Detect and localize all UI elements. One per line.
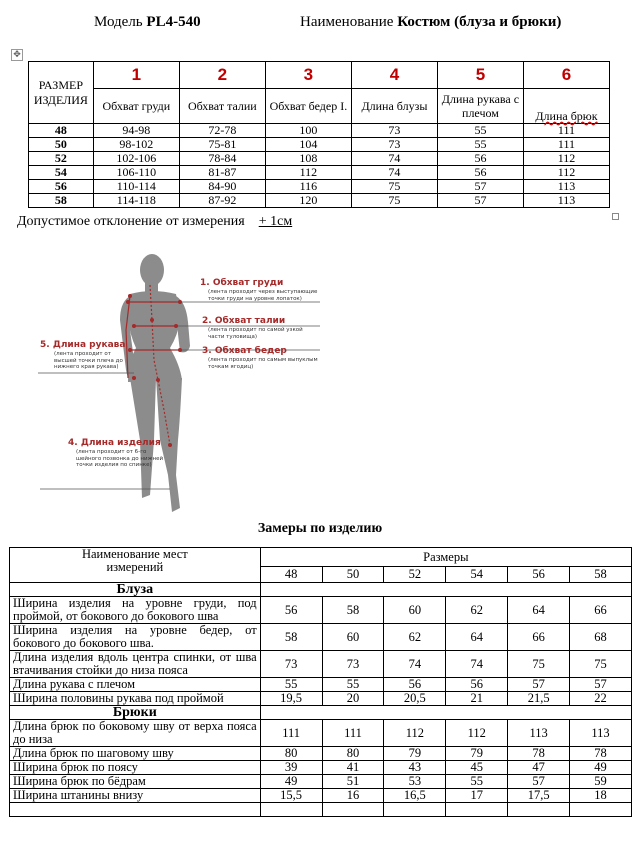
product-name-value: Костюм (блуза и брюки): [397, 14, 562, 30]
table-cell: 57: [508, 775, 570, 789]
table-cell: 60: [322, 624, 384, 651]
table-cell: 58: [260, 624, 322, 651]
row-label: Длина брюк по боковому шву от верха пояса до низа: [10, 720, 261, 747]
annotation-line: (лента проходит по самым выпуклым: [208, 357, 318, 363]
annotation-line: (лента проходит через выступающие: [208, 289, 318, 295]
table-cell: 57: [437, 180, 523, 194]
table-cell: 80: [260, 747, 322, 761]
table-cell: 56: [384, 678, 446, 692]
annotation-length-note: [76, 449, 163, 469]
table-cell: 20,5: [384, 692, 446, 706]
table-cell: 45: [446, 761, 508, 775]
empty-cell: [446, 803, 508, 817]
size-cell: 54: [29, 166, 94, 180]
empty-cell: [322, 803, 384, 817]
table-row: [10, 597, 632, 624]
table-row: [10, 803, 632, 817]
table-cell: 73: [260, 651, 322, 678]
table-cell: 51: [322, 775, 384, 789]
table-cell: 55: [322, 678, 384, 692]
table-cell: 18: [570, 789, 632, 803]
table-cell: 75: [351, 180, 437, 194]
garment-measurements-table: [9, 547, 632, 817]
table-cell: 56: [446, 678, 508, 692]
table-cell: 39: [260, 761, 322, 775]
size-header: 54: [446, 567, 508, 583]
table-row: [29, 124, 610, 138]
table-cell: 20: [322, 692, 384, 706]
annotation-hips-note: [208, 357, 318, 370]
column-header: Длина блузы: [351, 89, 437, 124]
table-cell: 108: [265, 152, 351, 166]
table-cell: 19,5: [260, 692, 322, 706]
table-cell: 62: [446, 597, 508, 624]
table-row: [29, 180, 610, 194]
size-cell: 48: [29, 124, 94, 138]
annotation-line: (лента проходит по самой узкой: [208, 327, 303, 333]
table-cell: 112: [265, 166, 351, 180]
product-name-label: Наименование: [300, 14, 398, 30]
table-row: [10, 692, 632, 706]
table-cell: 98-102: [93, 138, 179, 152]
annotation-sleeve-title: 5. Длина рукава: [40, 340, 126, 350]
table-cell: 113: [570, 720, 632, 747]
table-cell: 111: [260, 720, 322, 747]
size-cell: 58: [29, 194, 94, 208]
table-cell: 21: [446, 692, 508, 706]
table-row: [10, 678, 632, 692]
size-header: 52: [384, 567, 446, 583]
annotation-hips-title: 3. Обхват бедер: [202, 346, 287, 356]
empty-cell: [570, 803, 632, 817]
table-cell: 102-106: [93, 152, 179, 166]
table-cell: 75-81: [179, 138, 265, 152]
annotation-waist-title: 2. Обхват талии: [202, 316, 286, 326]
table-cell: 73: [351, 138, 437, 152]
measurement-figure: [30, 250, 340, 515]
annotation-chest-title: 1. Обхват груди: [200, 278, 284, 288]
table-cell: 56: [437, 152, 523, 166]
annotation-line: точкам ягодиц): [208, 363, 254, 370]
size-table: [28, 61, 610, 208]
column-header: Обхват бедер I.: [265, 89, 351, 124]
table-resize-handle-icon[interactable]: [612, 213, 619, 220]
empty-cell: [508, 803, 570, 817]
table-cell: 78-84: [179, 152, 265, 166]
table-cell: 113: [523, 180, 609, 194]
table-cell: 73: [351, 124, 437, 138]
blouse-section-label: Блуза: [10, 583, 261, 597]
column-header: Обхват талии: [179, 89, 265, 124]
table-cell: 114-118: [93, 194, 179, 208]
table-cell: 116: [265, 180, 351, 194]
column-number: 6: [523, 62, 609, 89]
table-row: [10, 747, 632, 761]
table-cell: 94-98: [93, 124, 179, 138]
table-cell: 112: [384, 720, 446, 747]
table-cell: 66: [570, 597, 632, 624]
place-column-header: [10, 548, 261, 583]
table-cell: 113: [508, 720, 570, 747]
annotation-line: шейного позвонка до нижней: [76, 455, 164, 462]
table-cell: 73: [322, 651, 384, 678]
table-cell: 66: [508, 624, 570, 651]
column-header: Длина брюк: [523, 89, 609, 124]
empty-cell: [260, 706, 631, 720]
table-cell: 100: [265, 124, 351, 138]
table-cell: 111: [523, 124, 609, 138]
table-cell: 74: [384, 651, 446, 678]
tolerance-value: + 1см: [258, 214, 293, 229]
tolerance-text: Допустимое отклонение от измерения: [17, 214, 245, 229]
table-cell: 22: [570, 692, 632, 706]
table-cell: 55: [446, 775, 508, 789]
row-label: Ширина брюк по поясу: [10, 761, 261, 775]
annotation-line: точки груди на уровне лопаток): [208, 295, 302, 302]
table-cell: 111: [523, 138, 609, 152]
row-label: Ширина изделия на уровне бедер, от бокового до бокового шва.: [10, 624, 261, 651]
table-cell: 15,5: [260, 789, 322, 803]
model-label: Модель: [94, 14, 147, 30]
product-name-heading: [300, 14, 561, 31]
table-cell: 75: [508, 651, 570, 678]
trousers-section-label: Брюки: [10, 706, 261, 720]
table-cell: 57: [437, 194, 523, 208]
table-row: [29, 166, 610, 180]
table-cell: 78: [508, 747, 570, 761]
table-cell: 16: [322, 789, 384, 803]
annotation-line: части туловища): [208, 333, 258, 340]
table-cell: 72-78: [179, 124, 265, 138]
table-cell: 84-90: [179, 180, 265, 194]
table-cell: 59: [570, 775, 632, 789]
table-cell: 111: [322, 720, 384, 747]
size-header: 48: [260, 567, 322, 583]
table-cell: 74: [351, 152, 437, 166]
table-cell: 113: [523, 194, 609, 208]
table-cell: 58: [322, 597, 384, 624]
size-cell: 52: [29, 152, 94, 166]
section-title: Замеры по изделию: [257, 521, 383, 536]
table-row: [10, 789, 632, 803]
table-cell: 56: [437, 166, 523, 180]
table-cell: 75: [351, 194, 437, 208]
table-cell: 57: [508, 678, 570, 692]
table-cell: 55: [437, 124, 523, 138]
size-header: 58: [570, 567, 632, 583]
table-cell: 53: [384, 775, 446, 789]
annotation-line: нижнего края рукава): [54, 364, 119, 370]
annotation-waist-note: [208, 327, 303, 340]
table-cell: 87-92: [179, 194, 265, 208]
table-cell: 68: [570, 624, 632, 651]
table-cell: 56: [260, 597, 322, 624]
table-cell: 47: [508, 761, 570, 775]
row-label: Длина рукава с плечом: [10, 678, 261, 692]
table-cell: 104: [265, 138, 351, 152]
table-cell: 21,5: [508, 692, 570, 706]
row-label: Ширина половины рукава под проймой: [10, 692, 261, 706]
table-row: [10, 720, 632, 747]
empty-cell: [260, 583, 631, 597]
annotation-line: (лента проходит от 6-го: [76, 449, 147, 455]
empty-cell: [10, 803, 261, 817]
column-number: 5: [437, 62, 523, 89]
model-heading: [94, 14, 201, 31]
table-cell: 112: [523, 152, 609, 166]
table-cell: 57: [570, 678, 632, 692]
column-number: 4: [351, 62, 437, 89]
table-row: [10, 761, 632, 775]
place-header-text: Наименование мест измерений: [81, 547, 188, 574]
column-number: 1: [93, 62, 179, 89]
annotation-sleeve-note: [54, 351, 123, 371]
table-cell: 60: [384, 597, 446, 624]
table-cell: 79: [384, 747, 446, 761]
annotation-line: высшей точки плеча до: [54, 357, 123, 364]
model-code: PL4-540: [146, 14, 201, 30]
table-cell: 55: [260, 678, 322, 692]
table-cell: 106-110: [93, 166, 179, 180]
table-cell: 120: [265, 194, 351, 208]
annotation-length-title: 4. Длина изделия: [68, 438, 161, 448]
empty-cell: [260, 803, 322, 817]
row-label: Ширина брюк по бёдрам: [10, 775, 261, 789]
table-row: [10, 775, 632, 789]
size-cell: 50: [29, 138, 94, 152]
table-cell: 112: [523, 166, 609, 180]
table-cell: 74: [446, 651, 508, 678]
table-cell: 74: [351, 166, 437, 180]
table-cell: 64: [446, 624, 508, 651]
table-row: [29, 194, 610, 208]
table-cell: 75: [570, 651, 632, 678]
table-cell: 17: [446, 789, 508, 803]
empty-cell: [384, 803, 446, 817]
table-row: [10, 624, 632, 651]
row-label: Ширина штанины внизу: [10, 789, 261, 803]
tolerance-note: [17, 214, 292, 230]
row-label: Длина брюк по шаговому шву: [10, 747, 261, 761]
table-cell: 16,5: [384, 789, 446, 803]
size-column-header: РАЗМЕР ИЗДЕЛИЯ: [29, 62, 94, 124]
table-cell: 78: [570, 747, 632, 761]
size-header: 50: [322, 567, 384, 583]
table-cell: 81-87: [179, 166, 265, 180]
table-cell: 110-114: [93, 180, 179, 194]
size-header: 56: [508, 567, 570, 583]
row-label: Длина изделия вдоль центра спинки, от шва втачивания стойки до низа пояса: [10, 651, 261, 678]
table-cell: 55: [437, 138, 523, 152]
table-cell: 17,5: [508, 789, 570, 803]
table-cell: 80: [322, 747, 384, 761]
annotation-chest-note: [208, 289, 317, 302]
table-cell: 79: [446, 747, 508, 761]
table-row: [29, 152, 610, 166]
table-move-handle-icon[interactable]: ✥: [11, 49, 23, 61]
table-cell: 49: [260, 775, 322, 789]
annotation-line: (лента проходит от: [54, 351, 111, 357]
size-cell: 56: [29, 180, 94, 194]
column-number: 2: [179, 62, 265, 89]
table-cell: 49: [570, 761, 632, 775]
column-number: 3: [265, 62, 351, 89]
table-cell: 62: [384, 624, 446, 651]
table-row: [10, 651, 632, 678]
column-header: Обхват груди: [93, 89, 179, 124]
table-cell: 112: [446, 720, 508, 747]
table-cell: 41: [322, 761, 384, 775]
table-row: [29, 138, 610, 152]
row-label: Ширина изделия на уровне груди, под проймой, от бокового до бокового шва: [10, 597, 261, 624]
column-header: Длина рукава с плечом: [437, 89, 523, 124]
sizes-header: Размеры: [260, 548, 631, 567]
annotation-line: точки изделия по спинке): [76, 462, 152, 468]
table-cell: 64: [508, 597, 570, 624]
table-cell: 43: [384, 761, 446, 775]
